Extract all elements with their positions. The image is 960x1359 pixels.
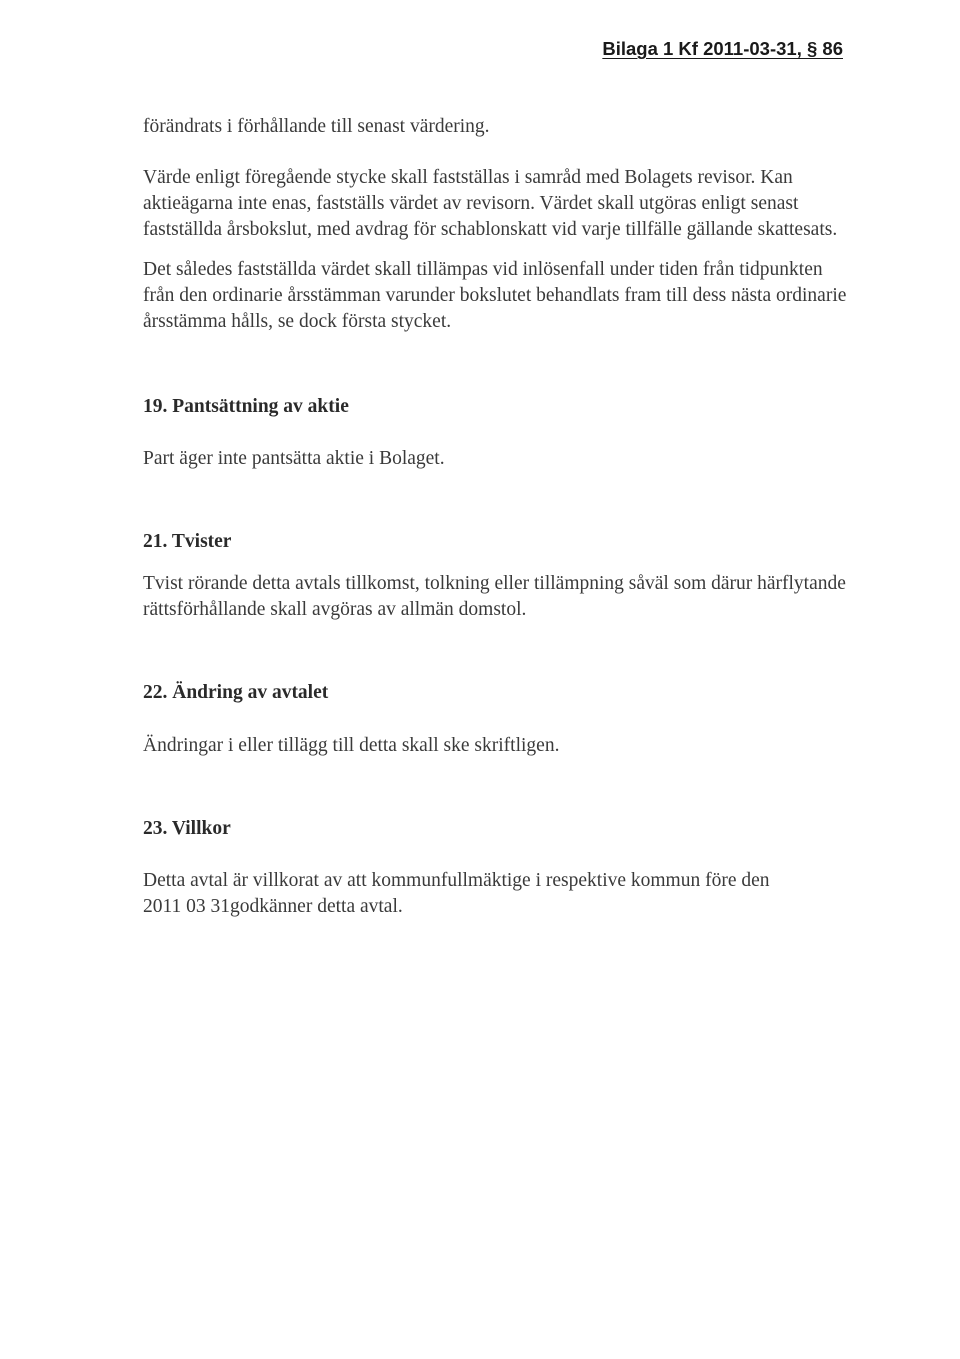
paragraph bbox=[143, 165, 843, 243]
text-line: Det således fastställda värdet skall tillämpas vid inlösenfall under tiden från tidpunkten bbox=[143, 259, 823, 280]
paragraph bbox=[143, 257, 847, 335]
text-line: från den ordinarie årsstämman varunder bokslutet behandlats fram till dess nästa ordinarie bbox=[143, 285, 847, 306]
section-heading: 22. Ändring av avtalet bbox=[143, 682, 329, 703]
section-heading: 19. Pantsättning av aktie bbox=[143, 396, 349, 417]
text-line: Tvist rörande detta avtals tillkomst, tolkning eller tillämpning såväl som därur härflytande bbox=[143, 573, 846, 594]
paragraph bbox=[143, 733, 843, 759]
section-heading: 23. Villkor bbox=[143, 818, 231, 839]
paragraph bbox=[143, 114, 843, 140]
text-line: Part äger inte pantsätta aktie i Bolaget. bbox=[143, 448, 445, 469]
text-line: fastställda årsbokslut, med avdrag för schablonskatt vid varje tillfälle gällande skattesats. bbox=[143, 219, 838, 240]
page-header: Bilaga 1 Kf 2011-03-31, § 86 bbox=[602, 38, 843, 59]
paragraph bbox=[143, 446, 843, 472]
paragraph bbox=[143, 571, 846, 623]
text-line: 2011 03 31godkänner detta avtal. bbox=[143, 896, 403, 917]
text-line: Värde enligt föregående stycke skall fastställas i samråd med Bolagets revisor. Kan bbox=[143, 167, 793, 188]
text-line: aktieägarna inte enas, fastställs värdet av revisorn. Värdet skall utgöras enligt senast bbox=[143, 193, 799, 214]
text-line: förändrats i förhållande till senast värdering. bbox=[143, 116, 490, 137]
paragraph bbox=[143, 868, 843, 920]
section-heading: 21. Tvister bbox=[143, 531, 232, 552]
text-line: Detta avtal är villkorat av att kommunfullmäktige i respektive kommun före den bbox=[143, 870, 770, 891]
text-line: årsstämma hålls, se dock första stycket. bbox=[143, 311, 452, 332]
text-line: Ändringar i eller tillägg till detta skall ske skriftligen. bbox=[143, 735, 560, 756]
text-line: rättsförhållande skall avgöras av allmän domstol. bbox=[143, 599, 527, 620]
